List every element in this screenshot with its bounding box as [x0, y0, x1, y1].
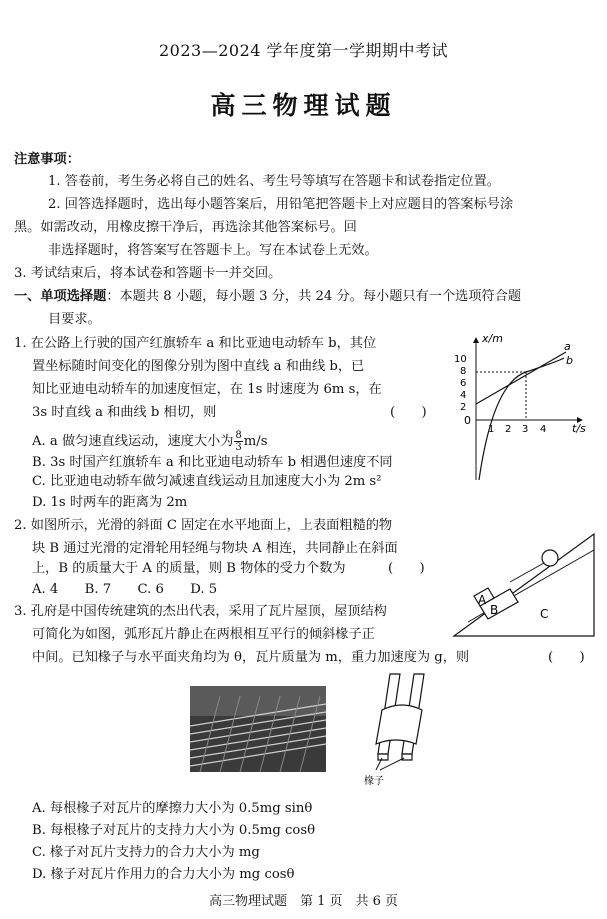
x-tick-1: 1	[488, 424, 495, 435]
q1-option-a	[32, 430, 268, 453]
label-a: a	[564, 340, 571, 353]
section-desc: ：本题共 8 小题，每小题 3 分，共 24 分。每小题只有一个选项符合题	[106, 289, 522, 304]
q3-option-a: A. 每根椽子对瓦片的摩擦力大小为 0.5mg sinθ	[32, 801, 313, 816]
q3-line-2: 可简化为如图，弧形瓦片静止在两根相互平行的倾斜椽子正	[32, 627, 375, 642]
label-incline-c: C	[540, 607, 549, 621]
section-desc-cont: 目要求。	[48, 312, 101, 327]
y-tick-4: 4	[460, 390, 467, 401]
rafter-diagram	[356, 670, 436, 792]
rafter-label: 椽子	[364, 776, 384, 787]
exam-title: 2023—2024 学年度第一学期期中考试	[158, 41, 449, 60]
notice-item-1: 1. 答卷前，考生务必将自己的姓名、考生号等填写在答题卡和试卷指定位置。	[48, 174, 500, 189]
line-a	[476, 352, 566, 404]
pulley	[542, 550, 558, 566]
y-tick-8: 8	[460, 366, 467, 377]
origin-label: 0	[464, 414, 471, 427]
label-block-b: B	[490, 603, 499, 617]
q3-line-1: 3. 孔府是中国传统建筑的杰出代表，采用了瓦片屋顶，屋顶结构	[14, 604, 387, 619]
notice-item-2-cont2: 非选择题时，将答案写在答题卡上。写在本试卷上无效。	[48, 243, 378, 258]
x-axis-label: t/s	[572, 422, 586, 435]
q1-line-4: 3s 时直线 a 和曲线 b 相切，则	[32, 405, 217, 420]
y-tick-2: 2	[460, 402, 467, 413]
incline-c	[454, 534, 594, 636]
roof-photo	[190, 686, 326, 772]
fraction	[234, 430, 242, 453]
q1-option-a-unit: m/s	[243, 434, 268, 449]
section-heading	[14, 287, 521, 306]
q1-line-3: 知比亚迪电动轿车的加速度恒定，在 1s 时速度为 6m s，在	[32, 382, 382, 397]
label-b: b	[566, 354, 573, 367]
fraction-denominator: 3	[235, 442, 242, 453]
q1-line-1: 1. 在公路上行驶的国产红旗轿车 a 和比亚迪电动轿车 b，其位	[14, 336, 377, 351]
q1-answer-bracket: ( )	[390, 405, 427, 420]
q1-option-d: D. 1s 时两车的距离为 2m	[32, 495, 188, 510]
q3-option-c: C. 椽子对瓦片支持力的合力大小为 mg	[32, 845, 260, 860]
section-title: 一、单项选择题	[14, 289, 107, 304]
q1-xt-graph	[448, 328, 594, 482]
curve-b	[479, 358, 564, 480]
paper-title: 高三物理试题	[210, 91, 397, 120]
fraction-numerator: 8	[235, 430, 242, 441]
q1-line-2: 置坐标随时间变化的图像分别为图中直线 a 和曲线 b，已	[32, 359, 365, 374]
q2-options: A. 4 B. 7 C. 6 D. 5	[32, 582, 218, 597]
q2-incline-figure	[448, 530, 598, 642]
notice-heading: 注意事项：	[14, 152, 80, 167]
q2-answer-bracket: ( )	[388, 561, 425, 576]
notice-item-2: 2. 回答选择题时，选出每小题答案后，用铅笔把答题卡上对应题目的答案标号涂	[48, 197, 514, 212]
q3-answer-bracket: ( )	[548, 650, 585, 665]
notice-item-2-cont: 黑。如需改动，用橡皮擦干净后，再选涂其他答案标号。回	[14, 220, 357, 235]
notice-item-3: 3. 考试结束后，将本试卷和答题卡一并交回。	[14, 266, 282, 281]
q3-option-b: B. 每根椽子对瓦片的支持力大小为 0.5mg cosθ	[32, 823, 316, 838]
y-tick-6: 6	[460, 378, 467, 389]
x-tick-4: 4	[540, 424, 547, 435]
q1-option-b: B. 3s 时国产红旗轿车 a 和比亚迪电动轿车 b 相遇但速度不同	[32, 455, 393, 470]
tile	[376, 705, 422, 744]
q1-option-c: C. 比亚迪电动轿车做匀减速直线运动且加速度大小为 2m s²	[32, 474, 382, 489]
q1-option-a-text: A. a 做匀速直线运动，速度大小为	[32, 434, 234, 449]
q3-option-d: D. 椽子对瓦片作用力的合力大小为 mg cosθ	[32, 867, 295, 882]
y-axis-label: x/m	[482, 332, 503, 345]
q3-line-3: 中间。已知椽子与水平面夹角均为 θ，瓦片质量为 m，重力加速度为 g，则	[32, 650, 470, 665]
y-tick-10: 10	[454, 354, 467, 365]
page-footer: 高三物理试题 第 1 页 共 6 页	[208, 894, 399, 909]
label-block-a: A	[478, 593, 487, 607]
q2-line-2: 块 B 通过光滑的定滑轮用轻绳与物块 A 相连，共同静止在斜面	[32, 541, 398, 556]
x-tick-2: 2	[505, 424, 512, 435]
x-tick-3: 3	[522, 424, 529, 435]
q2-line-3: 上，B 的质量大于 A 的质量，则 B 物体的受力个数为	[32, 561, 346, 576]
q2-line-1: 2. 如图所示，光滑的斜面 C 固定在水平地面上，上表面粗糙的物	[14, 518, 393, 533]
